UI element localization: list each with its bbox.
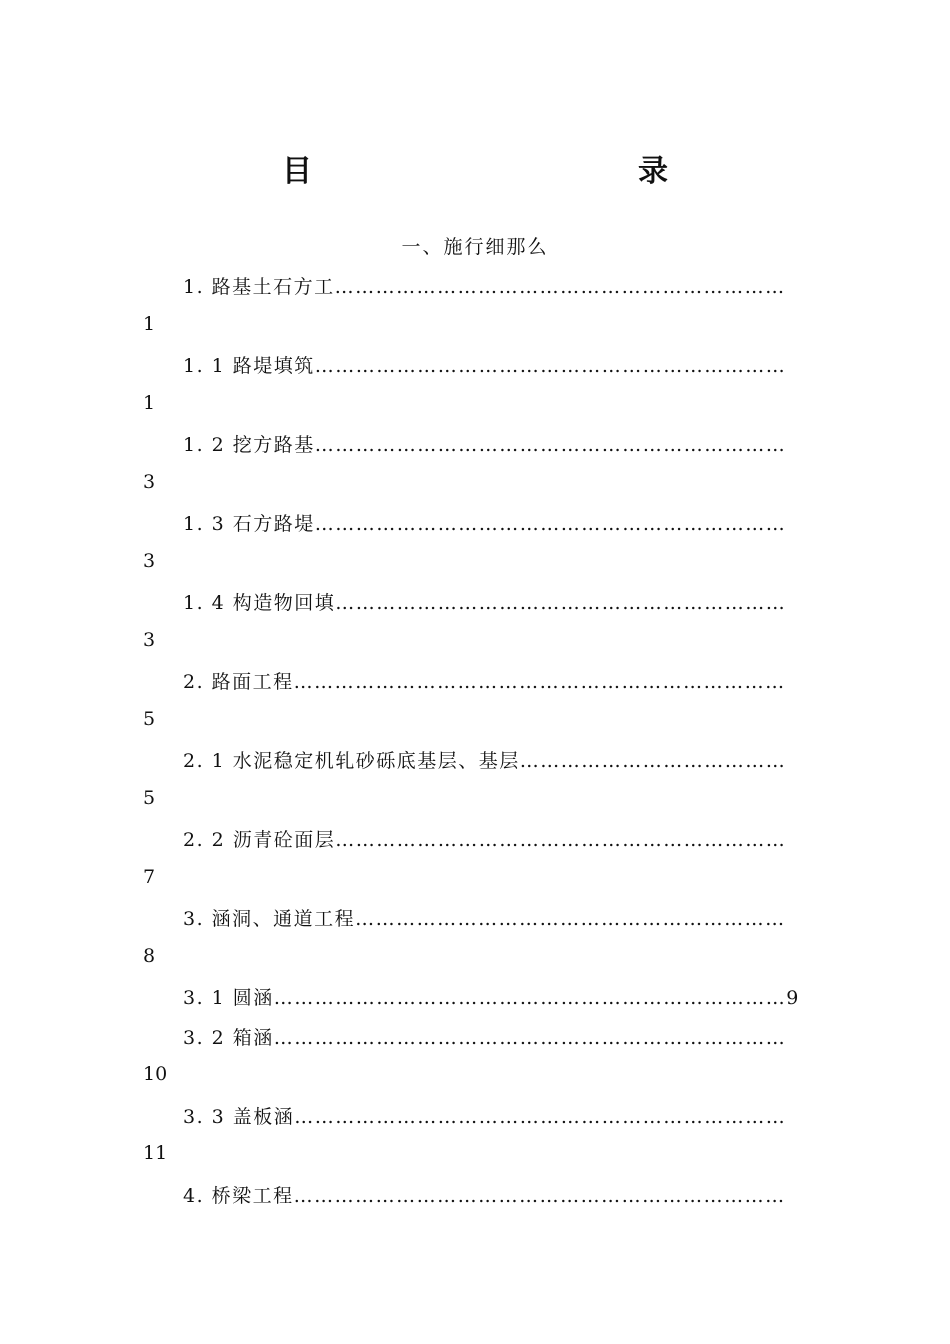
- toc-page-number: 1: [143, 392, 156, 414]
- toc-entry[interactable]: 3. 2 箱涵…………………………………………………………………: [183, 1027, 787, 1049]
- toc-page-number: 3: [143, 471, 156, 493]
- toc-entry[interactable]: 1. 2 挖方路基……………………………………………………………: [183, 434, 787, 456]
- toc-entry[interactable]: 3. 涵洞、通道工程………………………………………………………: [183, 908, 786, 930]
- toc-title-char-1: 目: [282, 154, 312, 189]
- toc-entry[interactable]: 3. 3 盖板涵………………………………………………………………: [183, 1106, 787, 1128]
- toc-page-number: 11: [143, 1142, 168, 1164]
- toc-title-char-2: 录: [638, 154, 668, 189]
- toc-entry[interactable]: 1. 路基土石方工…………………………………………………………: [183, 276, 786, 298]
- toc-page-number: 5: [143, 787, 156, 809]
- toc-entry[interactable]: 1. 3 石方路堤……………………………………………………………: [183, 513, 787, 535]
- section-heading: 一、施行细那么: [401, 236, 549, 258]
- toc-page-number: 8: [143, 945, 156, 967]
- toc-entry[interactable]: 2. 2 沥青砼面层…………………………………………………………: [183, 829, 787, 851]
- toc-page-number: 10: [143, 1063, 168, 1085]
- toc-entry[interactable]: 2. 路面工程………………………………………………………………: [183, 671, 786, 693]
- toc-entry[interactable]: 3. 1 圆涵…………………………………………………………………9: [183, 987, 800, 1009]
- toc-page-number: 3: [143, 629, 156, 651]
- toc-entry[interactable]: 2. 1 水泥稳定机轧砂砾底基层、基层…………………………………: [183, 750, 787, 772]
- toc-page-number: 5: [143, 708, 156, 730]
- toc-page-number: 3: [143, 550, 156, 572]
- toc-entry[interactable]: 4. 桥梁工程………………………………………………………………: [183, 1185, 786, 1207]
- toc-page-number: 7: [143, 866, 156, 888]
- toc-page-number: 1: [143, 313, 156, 335]
- toc-entry[interactable]: 1. 1 路堤填筑……………………………………………………………: [183, 355, 787, 377]
- toc-entry[interactable]: 1. 4 构造物回填…………………………………………………………: [183, 592, 787, 614]
